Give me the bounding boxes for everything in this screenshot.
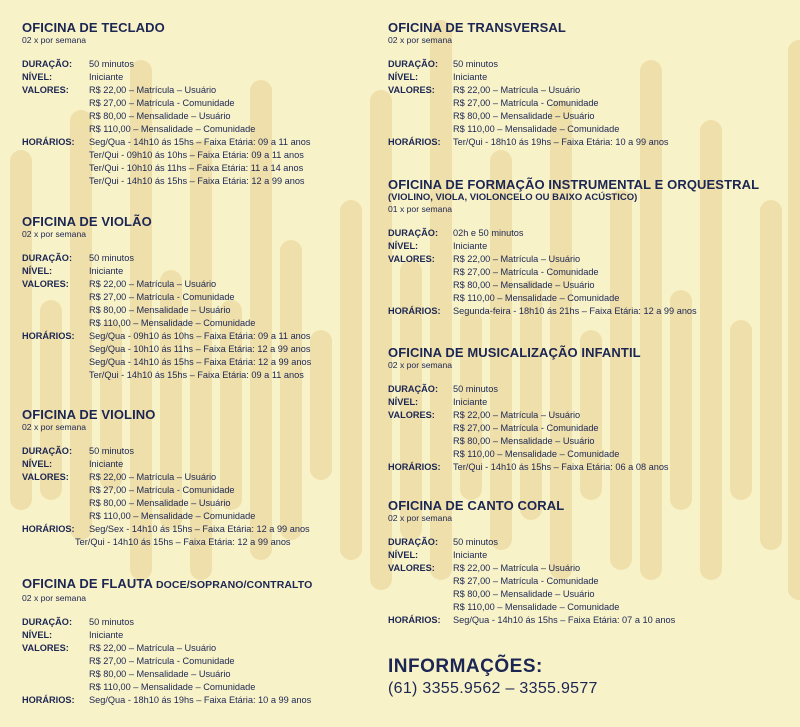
course-frequency: 02 x por semana — [22, 229, 87, 239]
course-frequency: 02 x por semana — [22, 35, 87, 45]
course-flauta — [22, 576, 377, 707]
nivel-label: NÍVEL: — [388, 397, 419, 407]
horarios-row — [22, 694, 377, 707]
duracao-label: DURAÇÃO: — [22, 617, 73, 627]
course-violao — [22, 214, 377, 382]
valores-label: VALORES: — [388, 254, 435, 264]
course-frequency: 01 x por semana — [388, 204, 453, 214]
horario-item: Ter/Qui - 18h10 ás 19hs – Faixa Etária: 10 a 99 anos — [453, 137, 669, 147]
course-frequency: 02 x por semana — [22, 422, 87, 432]
duracao-value: 02h e 50 minutos — [453, 228, 524, 238]
horario-item: Ter/Qui - 09h10 ás 10hs – Faixa Etária: 09 a 11 anos — [89, 150, 304, 160]
valor-item: R$ 110,00 – Mensalidade – Comunidade — [89, 318, 256, 328]
valores-list — [453, 409, 619, 461]
course-frequency: 02 x por semana — [388, 513, 453, 523]
horarios-label: HORÁRIOS: — [22, 331, 75, 341]
horario-item: Seg/Qua - 10h10 ás 11hs – Faixa Etária: 12 a 99 anos — [89, 344, 311, 354]
valor-item: R$ 80,00 – Mensalidade – Usuário — [453, 436, 595, 446]
duracao-row — [388, 536, 793, 549]
valor-item: R$ 80,00 – Mensalidade – Usuário — [453, 589, 595, 599]
horarios-list — [89, 694, 311, 707]
horarios-row — [22, 330, 377, 382]
nivel-value: Iniciante — [453, 397, 488, 407]
nivel-value: Iniciante — [453, 241, 488, 251]
horarios-label: HORÁRIOS: — [388, 137, 441, 147]
horarios-row — [388, 136, 793, 149]
duracao-value: 50 minutos — [89, 253, 134, 263]
valores-label: VALORES: — [22, 643, 69, 653]
valor-item: R$ 110,00 – Mensalidade – Comunidade — [453, 124, 620, 134]
duracao-label: DURAÇÃO: — [22, 59, 73, 69]
valor-item: R$ 110,00 – Mensalidade – Comunidade — [453, 602, 620, 612]
duracao-value: 50 minutos — [89, 446, 134, 456]
horarios-list — [453, 614, 675, 627]
valores-list — [89, 278, 255, 330]
duracao-row — [22, 252, 377, 265]
horarios-row — [22, 136, 377, 188]
valor-item: R$ 22,00 – Matrícula – Usuário — [89, 643, 217, 653]
duracao-row — [388, 58, 793, 71]
course-frequency: 02 x por semana — [388, 360, 453, 370]
horario-item: Ter/Qui - 14h10 ás 15hs – Faixa Etária: 12 a 99 anos — [89, 176, 305, 186]
course-violino — [22, 407, 377, 549]
valores-row — [22, 278, 377, 330]
valor-item: R$ 110,00 – Mensalidade – Comunidade — [453, 449, 620, 459]
valor-item: R$ 27,00 – Matrícula - Comunidade — [89, 98, 235, 108]
course-title — [22, 576, 377, 593]
horarios-row — [388, 305, 793, 318]
valores-list — [89, 642, 255, 694]
horario-item: Ter/Qui - 14h10 ás 15hs – Faixa Etária: 09 a 11 anos — [89, 370, 304, 380]
course-teclado — [22, 20, 377, 188]
horarios-label: HORÁRIOS: — [22, 695, 75, 705]
nivel-row — [388, 549, 793, 562]
valor-item: R$ 80,00 – Mensalidade – Usuário — [89, 669, 231, 679]
valor-item: R$ 110,00 – Mensalidade – Comunidade — [89, 511, 256, 521]
horario-item: Seg/Qua - 14h10 ás 15hs – Faixa Etária: 09 a 11 anos — [89, 137, 311, 147]
valor-item: R$ 22,00 – Matrícula – Usuário — [453, 254, 581, 264]
valor-item: R$ 27,00 – Matrícula - Comunidade — [89, 656, 235, 666]
course-title-main: OFICINA DE FLAUTA — [22, 576, 153, 591]
horarios-label: HORÁRIOS: — [388, 615, 441, 625]
course-canto-coral — [388, 498, 793, 627]
horario-item: Seg/Qua - 14h10 ás 15hs – Faixa Etária: 12 a 99 anos — [89, 357, 312, 367]
duracao-label: DURAÇÃO: — [22, 446, 73, 456]
horarios-row — [388, 614, 793, 627]
course-transversal — [388, 20, 793, 149]
duracao-value: 50 minutos — [89, 617, 134, 627]
valores-label: VALORES: — [22, 279, 69, 289]
duracao-row — [388, 227, 793, 240]
duracao-row — [388, 383, 793, 396]
horarios-list — [453, 461, 669, 474]
nivel-value: Iniciante — [89, 630, 124, 640]
valores-list — [453, 562, 619, 614]
valores-label: VALORES: — [22, 85, 69, 95]
valor-item: R$ 27,00 – Matrícula - Comunidade — [89, 485, 235, 495]
valores-label: VALORES: — [388, 410, 435, 420]
valor-item: R$ 80,00 – Mensalidade – Usuário — [89, 111, 231, 121]
duracao-value: 50 minutos — [89, 59, 134, 69]
nivel-row — [388, 396, 793, 409]
course-title: OFICINA DE CANTO CORAL — [388, 498, 565, 513]
valor-item: R$ 27,00 – Matrícula - Comunidade — [453, 267, 599, 277]
horarios-label: HORÁRIOS: — [22, 137, 75, 147]
valores-list — [453, 253, 619, 305]
valor-item: R$ 27,00 – Matrícula - Comunidade — [89, 292, 235, 302]
valor-item: R$ 27,00 – Matrícula - Comunidade — [453, 576, 599, 586]
nivel-value: Iniciante — [453, 72, 488, 82]
horarios-list — [75, 523, 310, 549]
valores-label: VALORES: — [22, 472, 69, 482]
nivel-row — [22, 458, 377, 471]
valor-item: R$ 27,00 – Matrícula - Comunidade — [453, 98, 599, 108]
nivel-row — [22, 71, 377, 84]
course-title: OFICINA DE MUSICALIZAÇÃO INFANTIL — [388, 345, 641, 360]
horarios-label: HORÁRIOS: — [388, 306, 441, 316]
horario-item: Ter/Qui - 14h10 ás 15hs – Faixa Etária: 12 a 99 anos — [75, 537, 291, 547]
valor-item: R$ 22,00 – Matrícula – Usuário — [453, 563, 581, 573]
nivel-value: Iniciante — [89, 266, 124, 276]
duracao-label: DURAÇÃO: — [388, 228, 439, 238]
course-frequency: 02 x por semana — [388, 35, 453, 45]
duracao-value: 50 minutos — [453, 384, 498, 394]
course-title: OFICINA DE TECLADO — [22, 20, 165, 35]
nivel-label: NÍVEL: — [22, 72, 53, 82]
course-musicalizacao-infantil — [388, 345, 793, 474]
valores-list — [89, 84, 255, 136]
horario-item: Seg/Sex - 14h10 ás 15hs – Faixa Etária: 12 a 99 anos — [89, 524, 310, 534]
course-title: OFICINA DE TRANSVERSAL — [388, 20, 566, 35]
duracao-label: DURAÇÃO: — [388, 384, 439, 394]
course-frequency: 02 x por semana — [22, 593, 87, 603]
nivel-label: NÍVEL: — [22, 266, 53, 276]
nivel-value: Iniciante — [453, 550, 488, 560]
valor-item: R$ 22,00 – Matrícula – Usuário — [89, 472, 217, 482]
horarios-list — [89, 330, 311, 382]
valores-row — [388, 562, 793, 614]
horario-item: Seg/Qua - 18h10 ás 19hs – Faixa Etária: 10 a 99 anos — [89, 695, 312, 705]
duracao-row — [22, 445, 377, 458]
duracao-label: DURAÇÃO: — [388, 59, 439, 69]
valor-item: R$ 110,00 – Mensalidade – Comunidade — [89, 124, 256, 134]
duracao-value: 50 minutos — [453, 59, 498, 69]
course-title-small: DOCE/SOPRANO/CONTRALTO — [152, 579, 313, 591]
duracao-label: DURAÇÃO: — [22, 253, 73, 263]
horarios-list — [453, 136, 669, 149]
valor-item: R$ 80,00 – Mensalidade – Usuário — [453, 280, 595, 290]
valor-item: R$ 110,00 – Mensalidade – Comunidade — [453, 293, 620, 303]
valor-item: R$ 80,00 – Mensalidade – Usuário — [89, 305, 231, 315]
valor-item: R$ 22,00 – Matrícula – Usuário — [89, 85, 217, 95]
horarios-row — [22, 523, 377, 549]
valores-row — [388, 84, 793, 136]
valor-item: R$ 80,00 – Mensalidade – Usuário — [453, 111, 595, 121]
info-phone[interactable]: (61) 3355.9562 – 3355.9577 — [388, 680, 598, 697]
horarios-list — [89, 136, 311, 188]
valor-item: R$ 22,00 – Matrícula – Usuário — [453, 410, 581, 420]
duracao-row — [22, 616, 377, 629]
horario-item: Segunda-feira - 18h10 ás 21hs – Faixa Etária: 12 a 99 anos — [453, 306, 697, 316]
nivel-label: NÍVEL: — [388, 241, 419, 251]
nivel-label: NÍVEL: — [388, 550, 419, 560]
nivel-value: Iniciante — [89, 72, 124, 82]
valores-list — [453, 84, 619, 136]
horario-item: Ter/Qui - 10h10 ás 11hs – Faixa Etária: 11 a 14 anos — [89, 163, 304, 173]
course-title: OFICINA DE VIOLINO — [22, 407, 156, 422]
info-block — [388, 656, 793, 700]
valores-label: VALORES: — [388, 563, 435, 573]
horarios-label: HORÁRIOS: — [388, 462, 441, 472]
valor-item: R$ 27,00 – Matrícula - Comunidade — [453, 423, 599, 433]
nivel-label: NÍVEL: — [22, 459, 53, 469]
nivel-label: NÍVEL: — [22, 630, 53, 640]
duracao-row — [22, 58, 377, 71]
nivel-label: NÍVEL: — [388, 72, 419, 82]
nivel-row — [22, 629, 377, 642]
nivel-value: Iniciante — [89, 459, 124, 469]
horarios-label: HORÁRIOS: — [22, 524, 75, 534]
valor-item: R$ 22,00 – Matrícula – Usuário — [89, 279, 217, 289]
course-title: OFICINA DE FORMAÇÃO INSTRUMENTAL E ORQUESTRAL — [388, 177, 760, 192]
info-title: INFORMAÇÕES: — [388, 656, 543, 677]
nivel-row — [388, 240, 793, 253]
course-subtitle: (VIOLINO, VIOLA, VIOLONCELO OU BAIXO ACÚSTICO) — [388, 192, 638, 203]
duracao-label: DURAÇÃO: — [388, 537, 439, 547]
valor-item: R$ 80,00 – Mensalidade – Usuário — [89, 498, 231, 508]
valores-row — [22, 84, 377, 136]
valores-list — [89, 471, 255, 523]
horarios-row — [388, 461, 793, 474]
valor-item: R$ 22,00 – Matrícula – Usuário — [453, 85, 581, 95]
valores-label: VALORES: — [388, 85, 435, 95]
nivel-row — [388, 71, 793, 84]
course-title: OFICINA DE VIOLÃO — [22, 214, 152, 229]
horarios-list — [453, 305, 697, 318]
valores-row — [22, 642, 377, 694]
horario-item: Seg/Qua - 14h10 ás 15hs – Faixa Etária: 07 a 10 anos — [453, 615, 676, 625]
valores-row — [22, 471, 377, 523]
horario-item: Seg/Qua - 09h10 ás 10hs – Faixa Etária: 09 a 11 anos — [89, 331, 311, 341]
course-formacao-instrumental — [388, 177, 793, 318]
nivel-row — [22, 265, 377, 278]
valor-item: R$ 110,00 – Mensalidade – Comunidade — [89, 682, 256, 692]
horario-item: Ter/Qui - 14h10 ás 15hs – Faixa Etária: 06 a 08 anos — [453, 462, 669, 472]
valores-row — [388, 409, 793, 461]
duracao-value: 50 minutos — [453, 537, 498, 547]
valores-row — [388, 253, 793, 305]
